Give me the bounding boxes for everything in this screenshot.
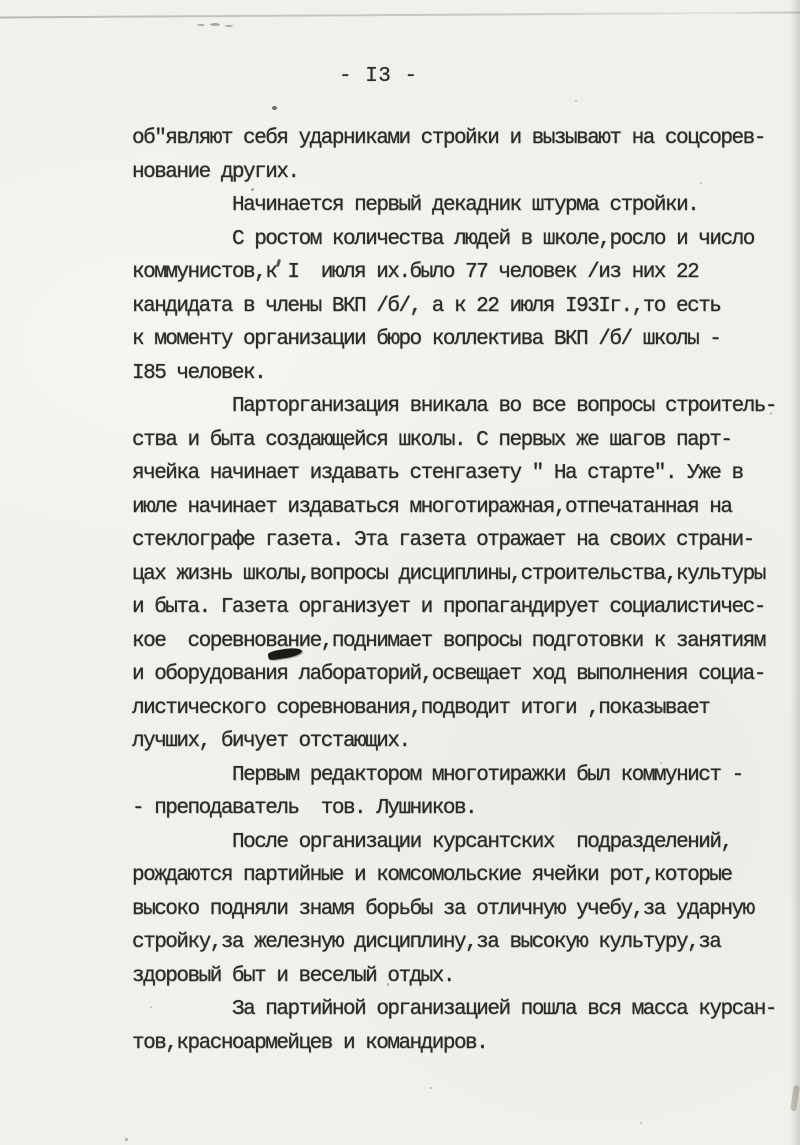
- text-line: ячейка начинает издавать стенгазету " На старте". Уже в: [132, 462, 743, 485]
- scan-speck: [125, 1138, 128, 1141]
- text-line: стеклографе газета. Эта газета отражает на своих страни-: [132, 529, 754, 552]
- text-block: [132, 122, 800, 1060]
- scan-speck: [430, 1087, 432, 1089]
- text-line: к моменту организации бюро коллектива ВКП /б/ школы -: [132, 328, 721, 351]
- text-line: здоровый быт и веселый отдых.: [132, 964, 454, 988]
- text-line: После организации курсантских подразделений,: [232, 830, 732, 854]
- scan-speck: [640, 1122, 642, 1124]
- text-line: кандидата в члены ВКП /б/, а к 22 июля I93Iг.,то есть: [132, 294, 721, 318]
- text-line: высоко подняли знамя борьбы за отличную учебу,за ударную: [132, 897, 754, 921]
- text-line: стройку,за железную дисциплину,за высокую культуру,за: [132, 931, 721, 954]
- text-line: За партийной организацией пошла вся масса курсан-: [232, 998, 777, 1021]
- text-line: Начинается первый декадник штурма стройки.: [232, 194, 699, 217]
- text-line: июле начинает издаваться многотиражная,отпечатанная на: [132, 495, 732, 519]
- scan-speck: [225, 25, 233, 27]
- text-line: кое соревнование,поднимает вопросы подготовки к занятиям: [132, 629, 765, 653]
- scan-speck: [210, 23, 220, 26]
- text-line: и оборудования лабораторий,освещает ход выполнения социа-: [132, 663, 765, 686]
- text-line: I85 человек.: [132, 361, 266, 385]
- text-line: цах жизнь школы,вопросы дисциплины,строительства,культуры: [132, 562, 765, 586]
- text-line: тов,красноармейцев и командиров.: [132, 1031, 488, 1055]
- text-line: и быта. Газета организует и пропагандирует социалистичес-: [132, 596, 765, 619]
- scan-speck: [197, 24, 205, 26]
- text-line: лучших, бичует отстающих.: [132, 730, 410, 753]
- scan-artifact-top-line: [0, 12, 800, 19]
- page-number: - I3 -: [339, 65, 418, 88]
- scan-speck: [272, 106, 277, 110]
- text-line: С ростом количества людей в школе,росло и число: [232, 227, 754, 251]
- text-line: Первым редактором многотиражки был коммунист -: [232, 763, 743, 787]
- scan-speck: [575, 100, 577, 102]
- text-line: коммунистов,к I июля их.было 77 человек /из них 22: [132, 261, 699, 284]
- text-line: об"являют себя ударниками стройки и вызывают на соцсорев-: [132, 127, 765, 150]
- text-line: Парторганизация вникала во все вопросы строитель-: [232, 395, 777, 418]
- text-line: листического соревнования,подводит итоги ,показывает: [132, 696, 710, 720]
- text-line: рождаются партийные и комсомольские ячейки рот,которые: [132, 864, 732, 887]
- text-line: ства и быта создающейся школы. С первых же шагов парт-: [132, 428, 732, 452]
- text-line: - преподаватель тов. Лушников.: [132, 797, 477, 820]
- text-line: нование других.: [132, 160, 299, 184]
